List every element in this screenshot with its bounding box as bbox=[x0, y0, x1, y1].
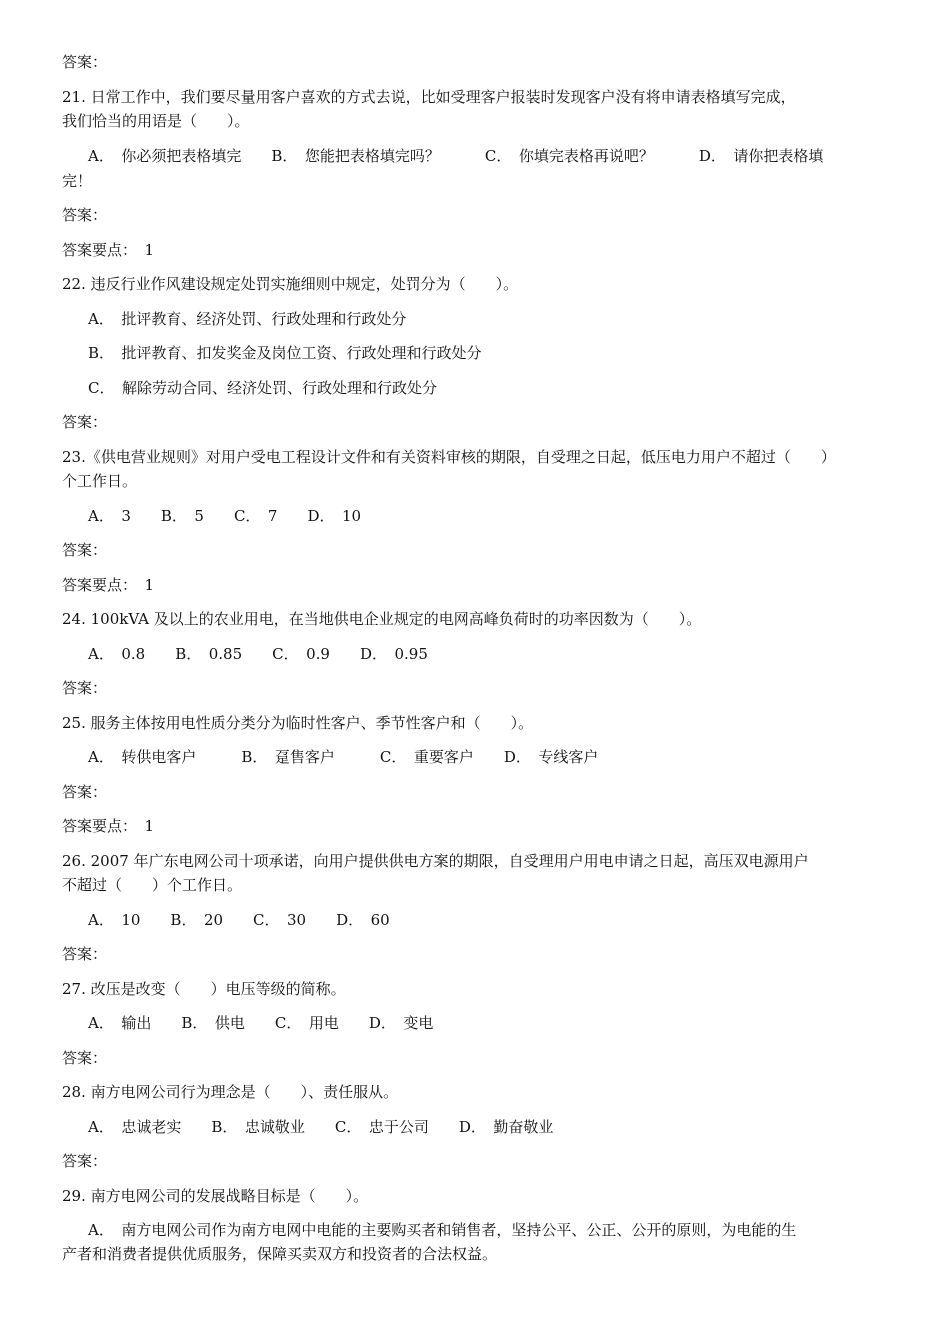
question-21-text-cont: 我们恰当的用语是（ ）。 bbox=[62, 112, 250, 130]
question-23-text-cont: 个工作日。 bbox=[62, 472, 138, 490]
question-23-options: A． 3 B． 5 C． 7 D． 10 bbox=[88, 507, 362, 525]
answer-label: 答案： bbox=[62, 413, 108, 431]
question-27-text: 27. 改压是改变（ ）电压等级的简称。 bbox=[62, 980, 346, 998]
answer-label: 答案： bbox=[62, 783, 108, 801]
question-21-text: 21. 日常工作中，我们要尽量用客户喜欢的方式去说，比如受理客户报装时发现客户没有将申请表格填写完成， bbox=[62, 88, 796, 106]
question-28-text: 28. 南方电网公司行为理念是（ ）、责任服从。 bbox=[62, 1083, 399, 1101]
question-22-text: 22. 违反行业作风建设规定处罚实施细则中规定，处罚分为（ ）。 bbox=[62, 275, 519, 293]
question-28-options: A． 忠诚老实 B． 忠诚敬业 C． 忠于公司 D． 勤奋敬业 bbox=[88, 1118, 554, 1136]
answer-label: 答案： bbox=[62, 53, 108, 71]
question-22-option-a: A． 批评教育、经济处罚、行政处理和行政处分 bbox=[88, 310, 407, 328]
question-27-options: A． 输出 B． 供电 C． 用电 D． 变电 bbox=[88, 1014, 434, 1032]
question-24-options: A． 0.8 B． 0.85 C． 0.9 D． 0.95 bbox=[88, 645, 428, 663]
answer-label: 答案： bbox=[62, 945, 108, 963]
question-25-text: 25. 服务主体按用电性质分类分为临时性客户、季节性客户和（ ）。 bbox=[62, 714, 534, 732]
question-29-option-a-cont: 产者和消费者提供优质服务，保障买卖双方和投资者的合法权益。 bbox=[62, 1245, 498, 1263]
question-21-options: A． 你必须把表格填完 B． 您能把表格填完吗？ C． 你填完表格再说吧？ D． 请你把表格填 bbox=[88, 147, 824, 165]
question-26-options: A． 10 B． 20 C． 30 D． 60 bbox=[88, 911, 390, 929]
question-25-options: A． 转供电客户 B． 趸售客户 C． 重要客户 D． 专线客户 bbox=[88, 748, 599, 766]
answer-key-points: 答案要点： 1 bbox=[62, 817, 155, 835]
question-23-text: 23.《供电营业规则》对用户受电工程设计文件和有关资料审核的期限，自受理之日起，低压电力用户不超过（ ） bbox=[62, 448, 836, 466]
question-24-text: 24. 100kVA 及以上的农业用电，在当地供电企业规定的电网高峰负荷时的功率因数为（ ）。 bbox=[62, 610, 702, 628]
question-26-text: 26. 2007 年广东电网公司十项承诺，向用户提供供电方案的期限，自受理用户用电申请之日起，高压双电源用户 bbox=[62, 852, 809, 870]
answer-key-points: 答案要点： 1 bbox=[62, 576, 155, 594]
question-29-option-a: A． 南方电网公司作为南方电网中电能的主要购买者和销售者，坚持公平、公正、公开的原则，为电能的生 bbox=[88, 1221, 797, 1239]
answer-key-points: 答案要点： 1 bbox=[62, 241, 155, 259]
answer-label: 答案： bbox=[62, 206, 108, 224]
question-22-option-b: B． 批评教育、扣发奖金及岗位工资、行政处理和行政处分 bbox=[88, 344, 482, 362]
answer-label: 答案： bbox=[62, 679, 108, 697]
question-21-options-cont: 完！ bbox=[62, 172, 93, 190]
answer-label: 答案： bbox=[62, 541, 108, 559]
answer-label: 答案： bbox=[62, 1049, 108, 1067]
question-22-option-c: C． 解除劳动合同、经济处罚、行政处理和行政处分 bbox=[88, 379, 437, 397]
answer-label: 答案： bbox=[62, 1152, 108, 1170]
question-26-text-cont: 不超过（ ）个工作日。 bbox=[62, 876, 243, 894]
question-29-text: 29. 南方电网公司的发展战略目标是（ ）。 bbox=[62, 1187, 369, 1205]
